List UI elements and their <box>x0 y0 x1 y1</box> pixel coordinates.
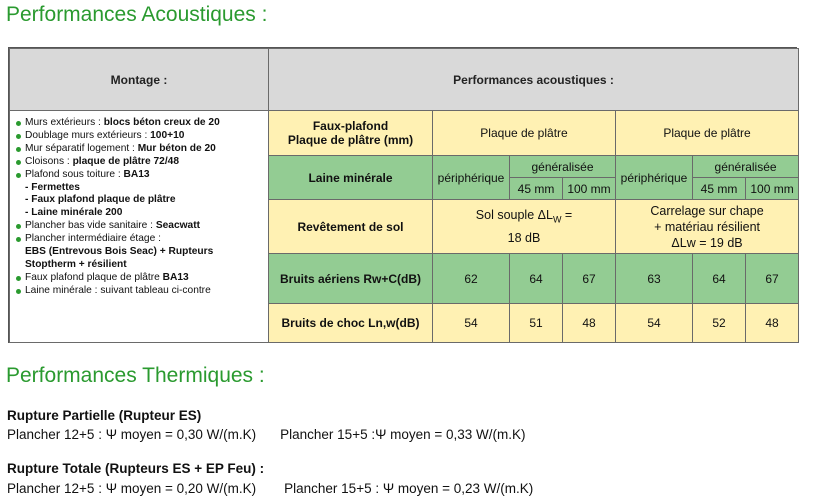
rupture-partielle-title: Rupture Partielle (Rupteur ES) <box>7 408 202 423</box>
carrelage-line3: ΔLw = 19 dB <box>671 235 743 250</box>
totale-12-5: Plancher 12+5 : Ψ moyen = 0,20 W/(m.K) <box>7 481 257 496</box>
montage-item: Laine minérale : suivant tableau ci-contre <box>16 285 264 298</box>
mm45-1: 45 mm <box>510 178 563 200</box>
rupture-totale-title: Rupture Totale (Rupteurs ES + EP Feu) : <box>7 461 265 476</box>
sol-souple-value: 18 dB <box>507 230 541 245</box>
thermal-performance-heading: Performances Thermiques : <box>6 364 265 387</box>
acoustic-table-container <box>8 47 797 343</box>
carrelage-line1: Carrelage sur chape <box>650 203 764 218</box>
totale-15-5: Plancher 15+5 : Ψ moyen = 0,23 W/(m.K) <box>284 481 534 496</box>
bruits-choc-value: 54 <box>616 304 693 343</box>
montage-description <box>10 111 269 343</box>
bruits-choc-value: 48 <box>746 304 799 343</box>
bruits-choc-label: Bruits de choc Ln,w(dB) <box>269 304 433 343</box>
bruits-choc-value: 52 <box>693 304 746 343</box>
plaque-platre-2: Plaque de plâtre <box>616 111 799 156</box>
mm45-2: 45 mm <box>693 178 746 200</box>
montage-item: Doublage murs extérieurs : 100+10 <box>16 130 264 143</box>
carrelage-line2: + matériau résilient <box>654 219 761 234</box>
bruits-aeriens-value: 67 <box>746 254 799 304</box>
montage-item: Plafond sous toiture : BA13 <box>16 169 264 182</box>
sol-souple-eq: = <box>561 208 573 223</box>
partielle-12-5: Plancher 12+5 : Ψ moyen = 0,30 W/(m.K) <box>7 427 257 442</box>
peripherique-1: périphérique <box>433 156 510 200</box>
bruits-aeriens-value: 67 <box>563 254 616 304</box>
montage-sub-item: EBS (Entrevous Bois Seac) + Rupteurs <box>25 246 214 258</box>
plaque-platre-1: Plaque de plâtre <box>433 111 616 156</box>
sol-souple-text: Sol souple ΔL <box>475 208 553 223</box>
bruits-aeriens-value: 64 <box>510 254 563 304</box>
mm100-2: 100 mm <box>746 178 799 200</box>
bruits-aeriens-value: 64 <box>693 254 746 304</box>
montage-item: Cloisons : plaque de plâtre 72/48 <box>16 156 264 169</box>
bruits-aeriens-value: 62 <box>433 254 510 304</box>
sol-souple-sub: W <box>552 214 562 225</box>
montage-sub-item: - Fermettes <box>25 181 80 193</box>
revetement-carrelage <box>616 200 799 254</box>
montage-sub-item: Stoptherm + résilient <box>25 258 127 270</box>
montage-item: Plancher intermédiaire étage : <box>16 233 264 246</box>
mm100-1: 100 mm <box>563 178 616 200</box>
rupture-totale-values <box>7 481 533 496</box>
faux-plafond-label: Faux-plafond Plaque de plâtre (mm) <box>269 111 433 156</box>
bruits-aeriens-label: Bruits aériens Rw+C(dB) <box>269 254 433 304</box>
rupture-partielle-values <box>7 427 526 442</box>
acoustic-performance-heading: Performances Acoustiques : <box>6 3 268 26</box>
montage-item: Murs extérieurs : blocs béton creux de 20 <box>16 117 264 130</box>
bruits-choc-value: 54 <box>433 304 510 343</box>
montage-item: Mur séparatif logement : Mur béton de 20 <box>16 143 264 156</box>
bruits-choc-value: 48 <box>563 304 616 343</box>
peripherique-2: périphérique <box>616 156 693 200</box>
montage-item: Faux plafond plaque de plâtre BA13 <box>16 272 264 285</box>
revetement-label: Revêtement de sol <box>269 200 433 254</box>
bruits-aeriens-value: 63 <box>616 254 693 304</box>
acoustic-header: Performances acoustiques : <box>269 49 799 111</box>
acoustic-performance-table <box>9 48 799 343</box>
generalisee-1: généralisée <box>510 156 616 178</box>
partielle-15-5: Plancher 15+5 :Ψ moyen = 0,33 W/(m.K) <box>280 427 526 442</box>
montage-sub-item: - Faux plafond plaque de plâtre <box>25 194 176 206</box>
bruits-choc-value: 51 <box>510 304 563 343</box>
revetement-sol-souple <box>433 200 616 254</box>
laine-minerale-label: Laine minérale <box>269 156 433 200</box>
montage-item: Plancher bas vide sanitaire : Seacwatt <box>16 220 264 233</box>
montage-list <box>16 117 264 298</box>
montage-header: Montage : <box>10 49 269 111</box>
generalisee-2: généralisée <box>693 156 799 178</box>
montage-sub-item: - Laine minérale 200 <box>25 207 123 219</box>
